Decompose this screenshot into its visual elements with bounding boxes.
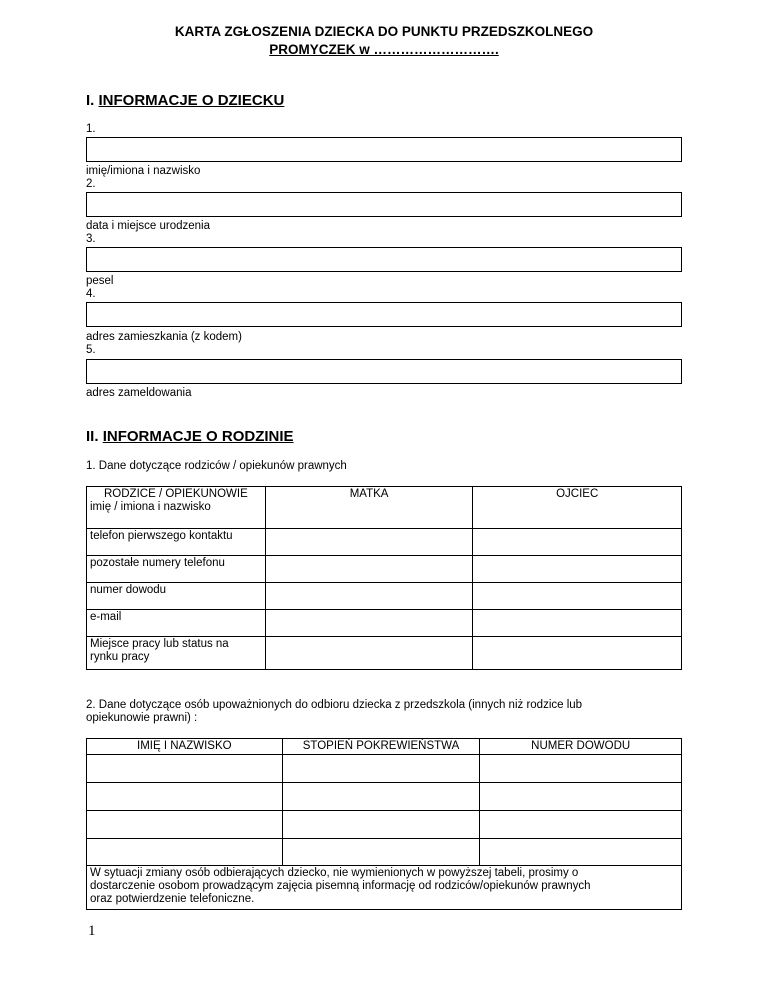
parents-cell-matka[interactable] <box>265 637 473 670</box>
authorized-note: W sytuacji zmiany osób odbierających dziecko, nie wymienionych w powyższej tabeli, prosimy o dostarczenie osobom prowadzącym zajęcia pisemną informację od rodziców/opiekunów prawnych oraz potwierdzenie telefoniczne. <box>87 866 682 910</box>
authorized-cell-id[interactable] <box>480 811 682 839</box>
field-1-input[interactable] <box>86 137 682 162</box>
authorized-table <box>86 738 682 910</box>
parents-cell-ojciec[interactable] <box>473 556 682 583</box>
authorized-note-row <box>87 866 682 910</box>
page-number: 1 <box>88 923 96 939</box>
field-4-input[interactable] <box>86 302 682 327</box>
field-1-number: 1. <box>86 123 96 135</box>
parents-table <box>86 486 682 670</box>
parents-row-label: e-mail <box>87 610 266 637</box>
section-1-heading: I. INFORMACJE O DZIECKU <box>86 92 285 109</box>
field-3-label: pesel <box>86 275 114 287</box>
document-title-line2: PROMYCZEK w ………………………. <box>269 42 499 57</box>
section-2-heading: II. INFORMACJE O RODZINIE <box>86 428 294 445</box>
parents-cell-ojciec[interactable] <box>473 637 682 670</box>
parents-header-col1: RODZICE / OPIEKUNOWIE imię / imiona i nazwisko <box>87 487 266 529</box>
authorized-table-header-row <box>87 739 682 755</box>
authorized-cell-name[interactable] <box>87 811 283 839</box>
field-4-number: 4. <box>86 288 96 300</box>
parents-table-header-row <box>87 487 682 529</box>
authorized-cell-name[interactable] <box>87 839 283 866</box>
authorized-cell-relation[interactable] <box>282 755 480 783</box>
authorized-cell-relation[interactable] <box>282 839 480 866</box>
table-row <box>87 755 682 783</box>
parents-subsection-title: 1. Dane dotyczące rodziców / opiekunów prawnych <box>86 460 347 472</box>
authorized-cell-name[interactable] <box>87 783 283 811</box>
authorized-cell-id[interactable] <box>480 783 682 811</box>
table-row <box>87 637 682 670</box>
authorized-subsection-title-line1: 2. Dane dotyczące osób upoważnionych do odbioru dziecka z przedszkola (innych niż rodzice lub <box>86 699 583 711</box>
table-row <box>87 811 682 839</box>
table-row <box>87 529 682 556</box>
field-5-number: 5. <box>86 344 96 356</box>
field-5-input[interactable] <box>86 359 682 384</box>
parents-row-label: Miejsce pracy lub status na rynku pracy <box>87 637 266 670</box>
authorized-cell-relation[interactable] <box>282 783 480 811</box>
authorized-header-name: IMIĘ I NAZWISKO <box>87 739 283 755</box>
parents-cell-ojciec[interactable] <box>473 610 682 637</box>
parents-cell-ojciec[interactable] <box>473 583 682 610</box>
table-row <box>87 610 682 637</box>
field-2-input[interactable] <box>86 192 682 217</box>
parents-row-label: numer dowodu <box>87 583 266 610</box>
field-3-input[interactable] <box>86 247 682 272</box>
table-row <box>87 583 682 610</box>
authorized-header-id: NUMER DOWODU <box>480 739 682 755</box>
parents-cell-matka[interactable] <box>265 610 473 637</box>
document-title-line1: KARTA ZGŁOSZENIA DZIECKA DO PUNKTU PRZEDSZKOLNEGO <box>174 24 594 39</box>
authorized-cell-id[interactable] <box>480 839 682 866</box>
authorized-subsection-title-line2: opiekunowie prawni) : <box>86 712 198 724</box>
parents-row-label: telefon pierwszego kontaktu <box>87 529 266 556</box>
parents-cell-ojciec[interactable] <box>473 529 682 556</box>
field-5-label: adres zameldowania <box>86 387 192 399</box>
table-row <box>87 839 682 866</box>
authorized-cell-id[interactable] <box>480 755 682 783</box>
parents-cell-matka[interactable] <box>265 529 473 556</box>
parents-row-label: pozostałe numery telefonu <box>87 556 266 583</box>
authorized-cell-name[interactable] <box>87 755 283 783</box>
authorized-header-relation: STOPIEŃ POKREWIEŃSTWA <box>282 739 480 755</box>
field-4-label: adres zamieszkania (z kodem) <box>86 331 242 343</box>
field-3-number: 3. <box>86 233 96 245</box>
table-row <box>87 783 682 811</box>
field-2-number: 2. <box>86 178 96 190</box>
parents-cell-matka[interactable] <box>265 583 473 610</box>
field-2-label: data i miejsce urodzenia <box>86 220 211 232</box>
field-1-label: imię/imiona i nazwisko <box>86 165 201 177</box>
parents-header-matka: MATKA <box>265 487 473 529</box>
authorized-cell-relation[interactable] <box>282 811 480 839</box>
parents-cell-matka[interactable] <box>265 556 473 583</box>
parents-header-ojciec: OJCIEC <box>473 487 682 529</box>
table-row <box>87 556 682 583</box>
